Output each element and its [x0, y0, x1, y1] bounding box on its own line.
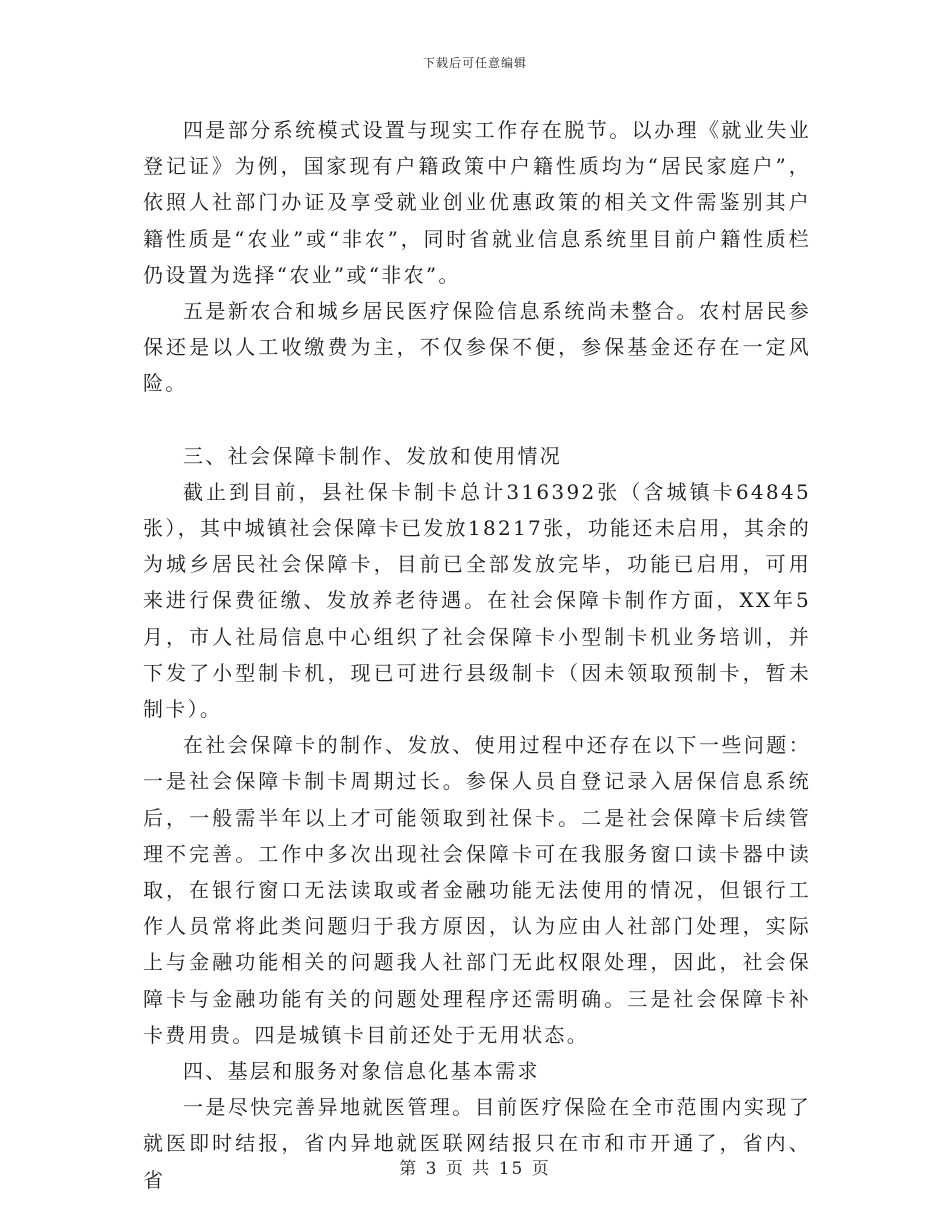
paragraph-card-statistics: 截止到目前，县社保卡制卡总计316392张（含城镇卡64845张），其中城镇社会保障卡已发放18217张，功能还未启用，其余的为城乡居民社会保障卡，目前已全部发放完毕，功能已启用，可用来进行保费征缴、发放养老待遇。在社会保障卡制作方面，XX年5月，市人社局信息中心组织了社会保障卡小型制卡机业务培训，并下发了小型制卡机，现已可进行县级制卡（因未领取预制卡，暂未制卡）。 — [143, 479, 811, 722]
section-heading-3: 三、社会保障卡制作、发放和使用情况 — [183, 443, 563, 468]
paragraph-card-problems: 在社会保障卡的制作、发放、使用过程中还存在以下一些问题：一是社会保障卡制卡周期过长。参保人员自登记录入居保信息系统后，一般需半年以上才可能领取到社保卡。二是社会保障卡后续管理不完善。工作中多次出现社会保障卡可在我服务窗口读卡器中读取，在银行窗口无法读取或者金融功能无法使用的情况，但银行工作人员常将此类问题归于我方原因，认为应由人社部门处理，实际上与金融功能相关的问题我人社部门无此权限处理，因此，社会保障卡与金融功能有关的问题处理程序还需明确。三是社会保障卡补卡费用贵。四是城镇卡目前还处于无用状态。 — [143, 733, 811, 1047]
page-number — [0, 1154, 950, 1179]
section-heading-4: 四、基层和服务对象信息化基本需求 — [183, 1059, 540, 1084]
paragraph-insurance-integration: 五是新农合和城乡居民医疗保险信息系统尚未整合。农村居民参保还是以人工收缴费为主，不仅参保不便，参保基金还存在一定风险。 — [143, 299, 811, 396]
page-number-label: 第 3 页 共 15 页 — [399, 1159, 551, 1179]
page-header-note: 下载后可任意编辑 — [422, 56, 527, 70]
paragraph-gap — [143, 402, 811, 438]
paragraph-medical-management: 一是尽快完善异地就医管理。目前医疗保险在全市范围内实现了就医即时结报，省内异地就医联网结报只在市和市开通了，省内、省 — [143, 1095, 811, 1192]
paragraph-system-mismatch: 四是部分系统模式设置与现实工作存在脱节。以办理《就业失业登记证》为例，国家现有户籍政策中户籍性质均为“居民家庭户”，依照人社部门办证及享受就业创业优惠政策的相关文件需鉴别其户籍性质是“农业”或“非农”，同时省就业信息系统里目前户籍性质栏仍设置为选择“农业”或“非农”。 — [143, 118, 811, 287]
document-body — [143, 112, 811, 1198]
